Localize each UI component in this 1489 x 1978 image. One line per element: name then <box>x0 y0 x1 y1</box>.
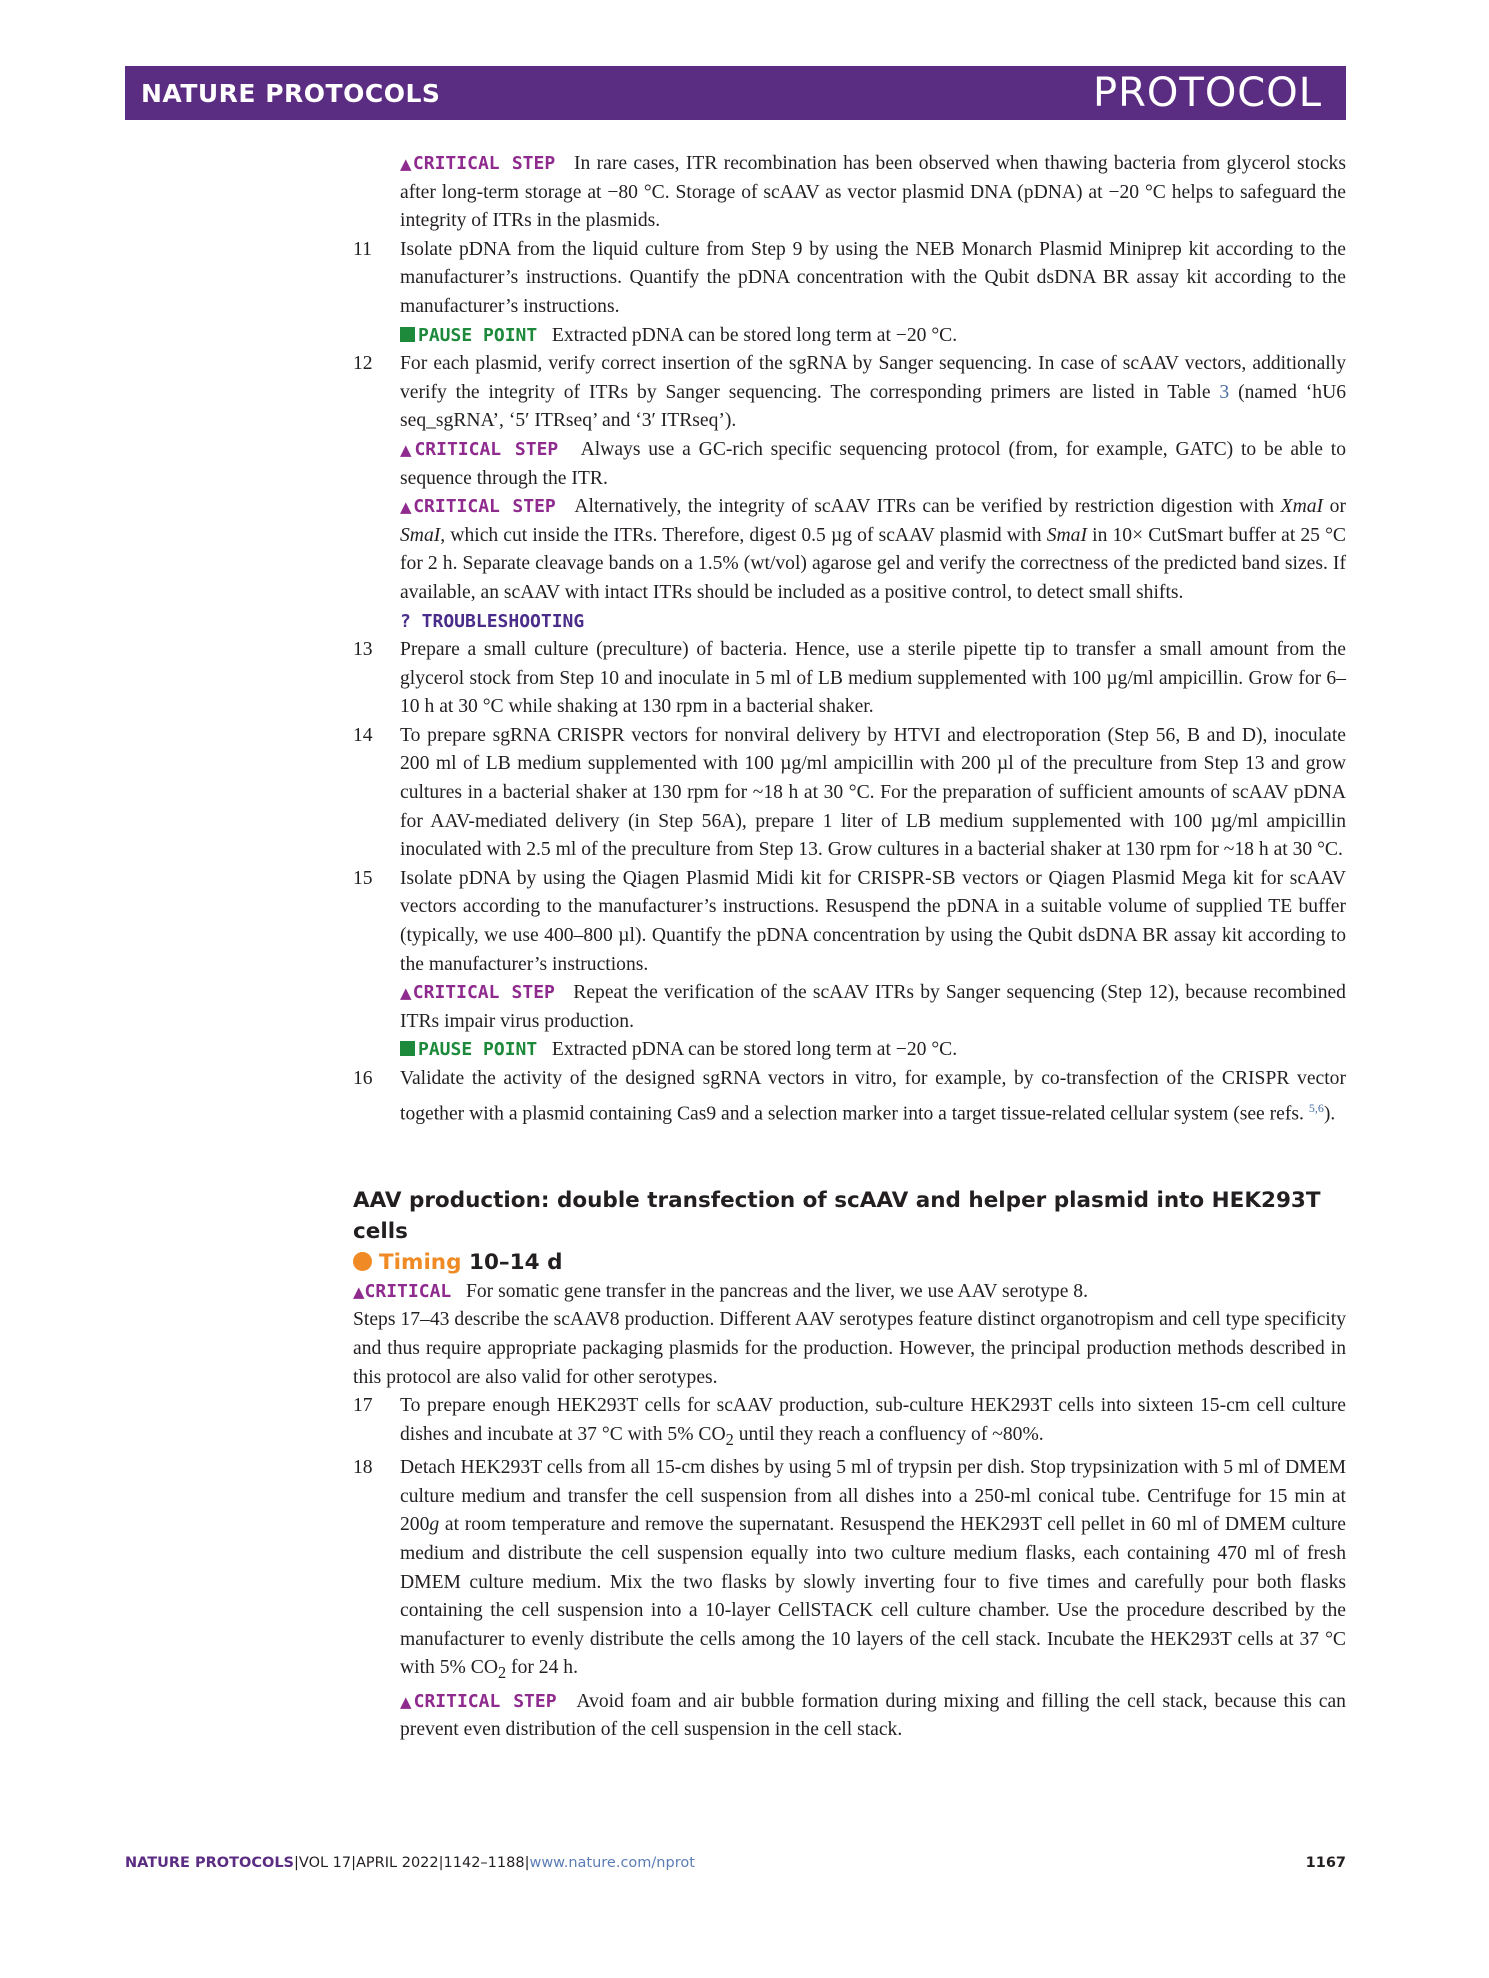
circle-icon <box>353 1252 372 1271</box>
troubleshooting-label[interactable]: ? TROUBLESHOOTING <box>400 610 585 632</box>
step-14: 14 To prepare sgRNA CRISPR vectors for nonviral delivery by HTVI and electroporation (Step 56, B and D), inoculate 200 ml of LB medium supplemented with 100 µg/ml ampicillin with 200 µl of the preculture from Step 13 and grow cultures in a bacterial shaker at 130 rpm for ~18 h at 30 °C. For the preparation of sufficient amounts of scAAV pDNA for AAV-mediated delivery (in Step 56A), prepare 1 liter of LB medium supplemented with 100 µg/ml ampicillin inoculated with 2.5 ml of the preculture from Step 13. Grow cultures in a bacterial shaker at 130 rpm for ~18 h at 30 °C. <box>400 722 1346 865</box>
page-header <box>125 66 1346 120</box>
article-body <box>353 150 1347 1745</box>
pause-point-label: PAUSE POINT <box>400 325 537 346</box>
critical-step-note: ▲CRITICAL STEP Alternatively, the integrity of scAAV ITRs can be verified by restriction digestion with XmaI or SmaI, which cut inside the ITRs. Therefore, digest 0.5 µg of scAAV plasmid with SmaI in 10× CutSmart buffer at 25 °C for 2 h. Separate cleavage bands on a 1.5% (wt/vol) agarose gel and verify the correctness of the predicted band sizes. If available, an scAAV with intact ITRs should be included as a positive control, to detect small shifts. <box>400 496 1346 603</box>
step-number: 14 <box>353 724 373 746</box>
article-type: PROTOCOL <box>1092 70 1322 116</box>
critical-note: ▲CRITICAL For somatic gene transfer in the pancreas and the liver, we use AAV serotype 8. <box>353 1280 1088 1302</box>
critical-step-label: ▲CRITICAL STEP <box>400 1690 557 1712</box>
critical-step-label: ▲CRITICAL STEP <box>400 496 556 518</box>
critical-step-note: ▲CRITICAL STEP In rare cases, ITR recombination has been observed when thawing bacteria from glycerol stocks after long-term storage at −80 °C. Storage of scAAV as vector plasmid DNA (pDNA) at −20 °C helps to safeguard the integrity of ITRs in the plasmids. <box>400 153 1346 232</box>
triangle-icon: ▲ <box>400 1692 414 1711</box>
square-icon <box>400 327 415 342</box>
section-intro: Steps 17–43 describe the scAAV8 production. Different AAV serotypes feature distinct organotropism and cell type specificity and thus require appropriate packaging plasmids for the production. However, the principal production methods described in this protocol are also valid for other serotypes. <box>353 1309 1346 1388</box>
step-18: 18 Detach HEK293T cells from all 15-cm dishes by using 5 ml of trypsin per dish. Stop trypsinization with 5 ml of DMEM culture medium and transfer the cell suspension from all dishes into a 250-ml conical tube. Centrifuge for 15 min at 200g at room temperature and remove the supernatant. Resuspend the HEK293T cell pellet in 60 ml of DMEM culture medium and distribute the cell suspension equally into two culture medium flasks, each containing 470 ml of fresh DMEM culture medium. Mix the two flasks by slowly inverting four to five times and carefully pour both flasks containing the cell suspension into a 10-layer CellSTACK cell culture chamber. Use the procedure described by the manufacturer to evenly distribute the cells among the 10 layers of the cell stack. Incubate the HEK293T cells at 37 °C with 5% $CO_2$ for 24 h. <box>400 1454 1346 1688</box>
pause-point-note: PAUSE POINT Extracted pDNA can be stored long term at −20 °C. <box>400 322 1346 351</box>
critical-step-note: ▲CRITICAL STEP Repeat the verification of the scAAV ITRs by Sanger sequencing (Step 12), because recombined ITRs impair virus production. <box>400 982 1346 1032</box>
step-number: 12 <box>353 353 373 375</box>
timing-value: 10–14 d <box>469 1249 563 1275</box>
step-number: 17 <box>353 1395 373 1417</box>
critical-step-label: ▲CRITICAL STEP <box>400 438 559 460</box>
troubleshooting-note <box>400 608 1346 637</box>
critical-step-note: ▲CRITICAL STEP Avoid foam and air bubble formation during mixing and filling the cell stack, because this can prevent even distribution of the cell suspension in the cell stack. <box>400 1690 1346 1741</box>
triangle-icon: ▲ <box>400 984 413 1003</box>
triangle-icon: ▲ <box>400 498 414 517</box>
step-11: 11 Isolate pDNA from the liquid culture from Step 9 by using the NEB Monarch Plasmid Miniprep kit according to the manufacturer’s instructions. Quantify the pDNA concentration with the Qubit dsDNA BR assay kit according to the manufacturer’s instructions. <box>400 236 1346 322</box>
step-17: 17 To prepare enough HEK293T cells for scAAV production, sub-culture HEK293T cells into sixteen 15-cm cell culture dishes and incubate at 37 °C with 5% $CO_2$ until they reach a confluency of ~80%. <box>400 1392 1346 1454</box>
step-16: 16 Validate the activity of the designed sgRNA vectors in vitro, for example, by co-transfection of the CRISPR vector together with a plasmid containing Cas9 and a selection marker into a target tissue-related cellular system (see refs. $^{5,6}$). <box>400 1065 1346 1129</box>
step-number: 18 <box>353 1457 373 1479</box>
step-number: 15 <box>353 867 373 889</box>
square-icon <box>400 1041 415 1056</box>
step-15: 15 Isolate pDNA by using the Qiagen Plasmid Midi kit for CRISPR-SB vectors or Qiagen Plasmid Mega kit for scAAV vectors according to the manufacturer’s instructions. Resuspend the pDNA in a suitable volume of supplied TE buffer (typically, we use 400–800 µl). Quantify the pDNA concentration by using the Qubit dsDNA BR assay kit according to the manufacturer’s instructions. <box>400 865 1346 979</box>
step-13: 13 Prepare a small culture (preculture) of bacteria. Hence, use a sterile pipette tip to transfer a small amount from the glycerol stock from Step 10 and inoculate in 5 ml of LB medium supplemented with 100 µg/ml ampicillin. Grow for 6–10 h at 30 °C while shaking at 130 rpm in a bacterial shaker. <box>400 636 1346 722</box>
step-12: 12 For each plasmid, verify correct insertion of the sgRNA by Sanger sequencing. In case of scAAV vectors, additionally verify the integrity of ITRs by Sanger sequencing. The corresponding primers are listed in Table 3 (named ‘hU6 seq_sgRNA’, ‘5′ ITRseq’ and ‘3′ ITRseq’). <box>400 350 1346 436</box>
reference-link[interactable]: 5,6 <box>1308 1100 1324 1115</box>
timing-label: Timing <box>379 1249 462 1275</box>
timing-line <box>353 1247 1346 1278</box>
page-footer <box>125 1855 1346 1871</box>
journal-url-link[interactable]: www.nature.com/nprot <box>529 1855 695 1871</box>
step-number: 16 <box>353 1068 373 1089</box>
table-link[interactable]: 3 <box>1219 381 1230 403</box>
footer-citation: NATURE PROTOCOLS|VOL 17|APRIL 2022|1142–1188|www.nature.com/nprot <box>125 1855 695 1871</box>
page-number: 1167 <box>1305 1855 1346 1871</box>
step-number: 11 <box>353 238 372 260</box>
critical-step-note: ▲CRITICAL STEP Always use a GC-rich specific sequencing protocol (from, for example, GATC) to be able to sequence through the ITR. <box>400 438 1346 489</box>
critical-step-label: ▲CRITICAL STEP <box>400 153 556 174</box>
triangle-icon: ▲ <box>353 1282 365 1301</box>
critical-step-label: ▲CRITICAL STEP <box>400 982 555 1004</box>
section-title: AAV production: double transfection of scAAV and helper plasmid into HEK293T cells <box>353 1187 1321 1244</box>
section <box>353 1185 1346 1392</box>
triangle-icon: ▲ <box>400 155 413 173</box>
triangle-icon: ▲ <box>400 440 415 459</box>
pause-point-note: PAUSE POINT Extracted pDNA can be stored long term at −20 °C. <box>400 1036 1346 1065</box>
pause-point-label: PAUSE POINT <box>400 1039 537 1060</box>
critical-label: ▲CRITICAL <box>353 1280 452 1302</box>
journal-name: NATURE PROTOCOLS <box>141 79 441 108</box>
step-number: 13 <box>353 639 373 661</box>
